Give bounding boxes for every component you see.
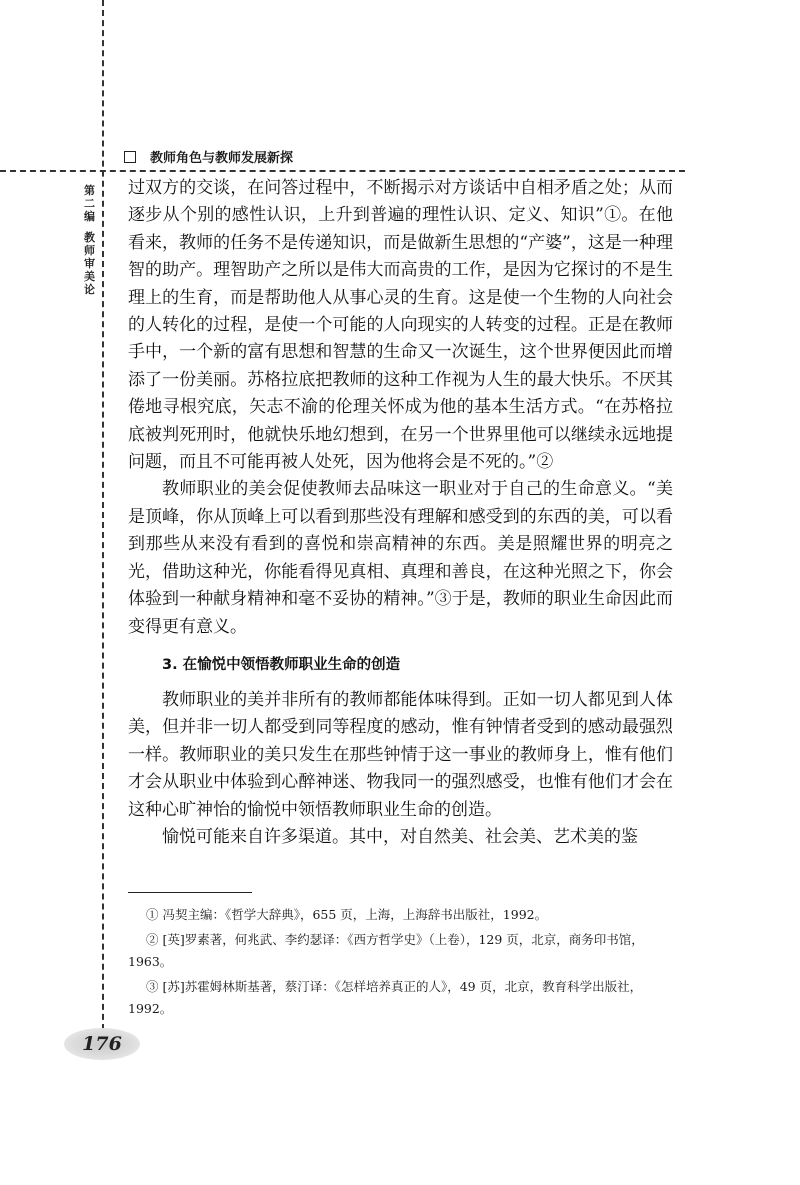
footnote-separator xyxy=(128,892,252,893)
paragraph-1: 过双方的交谈，在问答过程中，不断揭示对方谈话中自相矛盾之处；从而逐步从个别的感性认识，上升到普遍的理性认识、定义、知识”①。在他看来，教师的任务不是传递知识，而是做新生思想的“产婆”，这是一种理智的助产。理智助产之所以是伟大而高贵的工作，是因为它探讨的不是生理上的生育，而是帮助他人从事心灵的生育。这是使一个生物的人向社会的人转化的过程，是使一个可能的人向现实的人转变的过程。正是在教师手中，一个新的富有思想和智慧的生命又一次诞生，这个世界便因此而增添了一份美丽。苏格拉底把教师的这种工作视为人生的最大快乐。不厌其倦地寻根究底，矢志不渝的伦理关怀成为他的基本生活方式。“在苏格拉底被判死刑时，他就快乐地幻想到，在另一个世界里他可以继续永远地提问题，而且不可能再被人处死，因为他将会是不死的。”② xyxy=(128,178,673,473)
paragraph-2: 教师职业的美会促使教师去品味这一职业对于自己的生命意义。“美是顶峰，你从顶峰上可以看到那些没有理解和感受到的东西的美，可以看到那些从来没有看到的喜悦和崇高精神的东西。美是照耀世界的明亮之光，借助这种光，你能看得见真相、真理和善良，在这种光照之下，你会体验到一种献身精神和毫不妥协的精神。”③于是，教师的职业生命因此而变得更有意义。 xyxy=(128,479,673,637)
running-head-title: 教师角色与教师发展新探 xyxy=(150,151,294,166)
side-label xyxy=(84,184,98,296)
margin-dashed-vertical-rule xyxy=(102,0,104,1040)
side-label-title: 教师审美论 xyxy=(84,231,95,296)
paragraph-3: 教师职业的美并非所有的教师都能体味得到。正如一切人都见到人体美，但并非一切人都受到同等程度的感动，惟有钟情者受到的感动最强烈一样。教师职业的美只发生在那些钟情于这一事业的教师身上，惟有他们才会从职业中体验到心醉神迷、物我同一的强烈感受，也惟有他们才会在这种心旷神怡的愉悦中领悟教师职业生命的创造。 xyxy=(128,689,673,820)
footnotes xyxy=(128,904,673,1023)
running-head xyxy=(124,147,293,166)
main-text xyxy=(128,175,673,851)
footnote-3: ③ [苏]苏霍姆林斯基著，蔡汀译：《怎样培养真正的人》，49 页，北京，教育科学出版社，1992。 xyxy=(128,979,643,1016)
header-dashed-horizontal-rule xyxy=(0,170,685,172)
footnote-1: ① 冯契主编：《哲学大辞典》，655 页，上海，上海辞书出版社，1992。 xyxy=(146,907,548,922)
footnote-2: ② [英]罗素著，何兆武、李约瑟译：《西方哲学史》（上卷），129 页，北京，商务印书馆，1963。 xyxy=(128,932,644,969)
section-heading: 3. 在愉悦中领悟教师职业生命的创造 xyxy=(162,656,401,673)
paragraph-4: 愉悦可能来自许多渠道。其中，对自然美、社会美、艺术美的鉴 xyxy=(162,826,638,847)
page-number: 176 xyxy=(64,1028,140,1060)
side-label-part: 第二编 xyxy=(84,184,95,223)
square-bullet-icon xyxy=(124,151,136,163)
